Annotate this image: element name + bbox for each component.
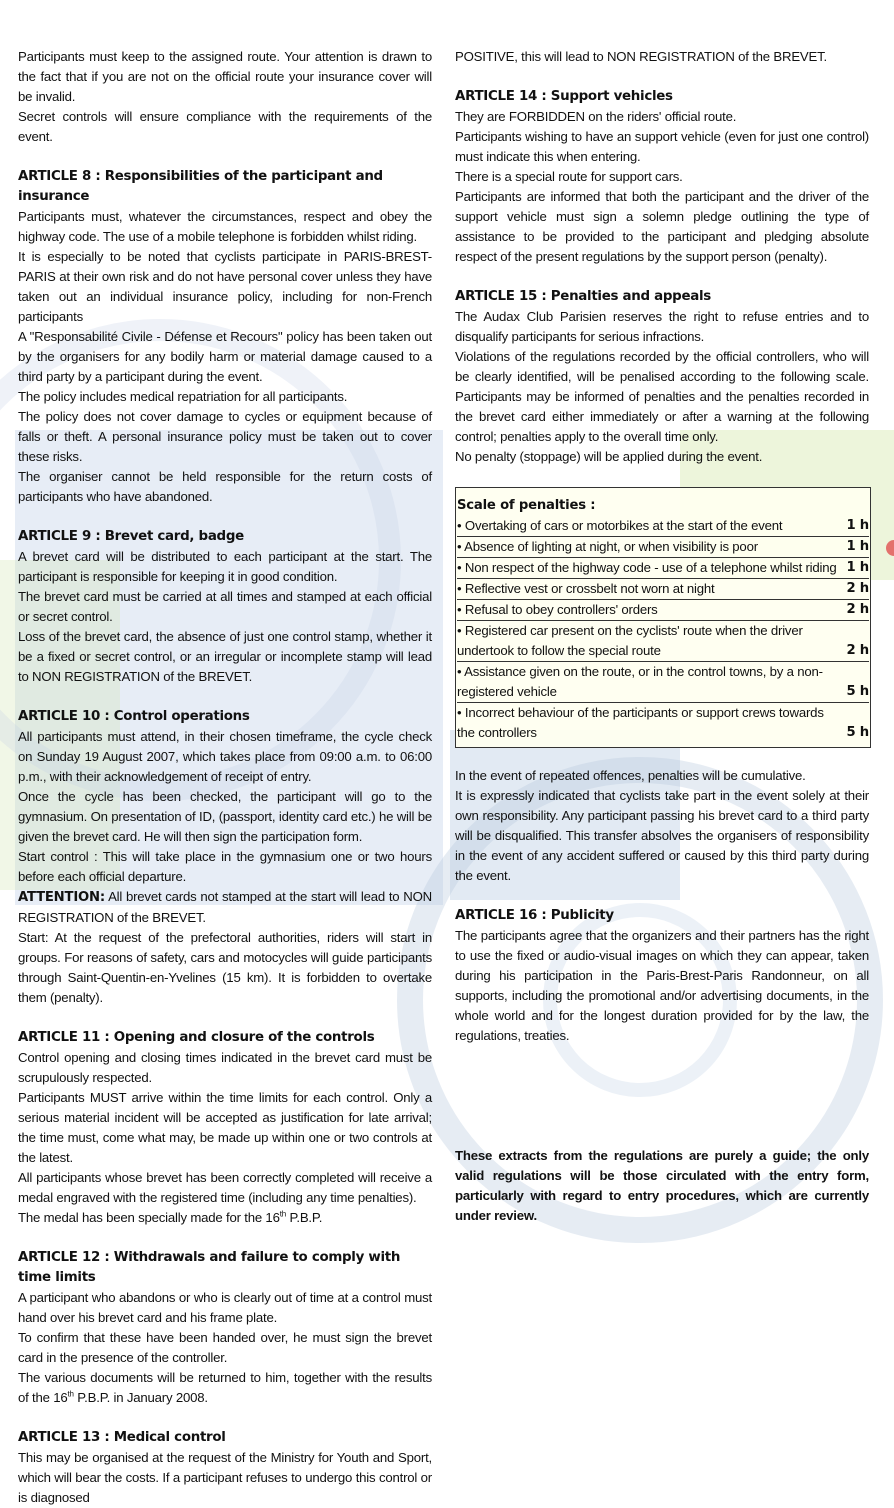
paragraph: The medal has been specially made for the 16th P.B.P. — [18, 1209, 323, 1225]
paragraph: A brevet card will be distributed to each participant at the start. The participant is responsible for keeping it in good condition. — [18, 549, 432, 584]
penalties-table — [455, 487, 871, 748]
paragraph: Participants MUST arrive within the time limits for each control. Only a serious material incident will be accepted as justification for late arrival; the time must, come what may, be made up within one or two controls at the latest. — [18, 1090, 432, 1165]
penalty-offence: • Incorrect behaviour of the participants or support crews towards the controllers — [457, 705, 824, 740]
paragraph: Secret controls will ensure compliance with the requirements of the event. — [18, 109, 432, 144]
paragraph: A "Responsabilité Civile - Défense et Recours" policy has been taken out by the organisers for any bodily harm or material damage caused to a third party by a participant during the event. — [18, 329, 432, 384]
paragraph: No penalty (stoppage) will be applied during the event. — [455, 449, 763, 464]
penalty-row — [457, 621, 869, 662]
paragraph: A participant who abandons or who is clearly out of time at a control must hand over his brevet card and his frame plate. — [18, 1290, 432, 1325]
paragraph: Participants must keep to the assigned route. Your attention is drawn to the fact that if you are not on the official route your insurance cover will be invalid. — [18, 49, 432, 104]
paragraph: The policy does not cover damage to cycles or equipment because of falls or theft. A personal insurance policy must be taken out to cover these risks. — [18, 409, 432, 464]
article-heading: ARTICLE 10 : Control operations — [18, 709, 250, 724]
penalties-rows — [457, 516, 869, 743]
article-heading: ARTICLE 13 : Medical control — [18, 1430, 226, 1445]
article-heading: ARTICLE 8 : Responsibilities of the participant and insurance — [18, 169, 383, 204]
article-heading: ARTICLE 15 : Penalties and appeals — [455, 289, 711, 304]
penalty-row — [457, 662, 869, 703]
paragraph: The brevet card must be carried at all times and stamped at each official or secret control. — [18, 589, 432, 624]
penalty-row — [457, 600, 869, 621]
right-column — [455, 47, 869, 1226]
penalty-row — [457, 537, 869, 558]
paragraph: Start: At the request of the prefectoral authorities, riders will start in groups. For reasons of safety, cars and motocycles will guide participants through Saint-Quentin-en-Yvelines (15 km). It is forbidden to overtake them (penalty). — [18, 930, 432, 1005]
article-heading: ARTICLE 9 : Brevet card, badge — [18, 529, 244, 544]
paragraph: The participants agree that the organizers and their partners has the right to use the fixed or audio-visual images on which they can appear, taken during his participation in the Paris-Brest-Paris Randonneur, on all supports, including the promotional and/or advertising documents, in the whole world and for the longest duration provided for by the law, the regulations, treaties. — [455, 928, 869, 1043]
penalty-row — [457, 558, 869, 579]
paragraph: Violations of the regulations recorded by the official controllers, who will be clearly identified, will be penalised according to the following scale. Participants may be informed of penalties and the penalties recorded in the brevet card either immediately or after a warning at the following control; penalties apply to the overall time only. — [455, 349, 869, 444]
paragraph: Participants wishing to have an support vehicle (even for just one control) must indicate this when entering. — [455, 129, 869, 164]
penalty-offence: • Reflective vest or crossbelt not worn at night — [457, 581, 715, 596]
penalty-row — [457, 703, 869, 743]
penalty-offence: • Refusal to obey controllers' orders — [457, 602, 658, 617]
penalty-row — [457, 516, 869, 537]
penalty-value: 1 h — [846, 518, 869, 533]
paragraph: There is a special route for support cars. — [455, 169, 683, 184]
paragraph: Control opening and closing times indicated in the brevet card must be scrupulously respected. — [18, 1050, 432, 1085]
paragraph: In the event of repeated offences, penalties will be cumulative. — [455, 768, 806, 783]
penalty-offence: • Overtaking of cars or motorbikes at the start of the event — [457, 518, 783, 533]
article-heading: ARTICLE 16 : Publicity — [455, 908, 614, 923]
article-heading: ARTICLE 14 : Support vehicles — [455, 89, 673, 104]
penalty-offence: • Non respect of the highway code - use of a telephone whilst riding — [457, 560, 837, 575]
paragraph: Loss of the brevet card, the absence of just one control stamp, whether it be a fixed or secret control, or an irregular or incomplete stamp will lead to NON REGISTRATION of the BREVET. — [18, 629, 432, 684]
paragraph: All participants whose brevet has been correctly completed will receive a medal engraved with the registered time (including any time penalties). — [18, 1170, 432, 1205]
article-heading: ARTICLE 12 : Withdrawals and failure to comply with time limits — [18, 1250, 401, 1285]
penalty-value: 1 h — [846, 560, 869, 575]
paragraph: This may be organised at the request of the Ministry for Youth and Sport, which will bear the costs. If a participant refuses to undergo this control or is diagnosed — [18, 1450, 432, 1505]
paragraph: Participants must, whatever the circumstances, respect and obey the highway code. The use of a mobile telephone is forbidden whilst riding. — [18, 209, 432, 244]
paragraph: They are FORBIDDEN on the riders' official route. — [455, 109, 737, 124]
disclaimer: These extracts from the regulations are purely a guide; the only valid regulations will be those circulated with the entry form, particularly with regard to entry procedures, which are currently under review. — [455, 1148, 869, 1223]
paragraph: All participants must attend, in their chosen timeframe, the cycle check on Sunday 19 August 2007, which takes place from 09:00 a.m. to 06:00 p.m., with their acknowledgement of receipt of entry. — [18, 729, 432, 784]
penalty-value: 1 h — [846, 539, 869, 554]
penalty-value: 2 h — [846, 643, 869, 658]
penalty-value: 2 h — [846, 581, 869, 596]
penalty-offence: • Assistance given on the route, or in the control towns, by a non-registered vehicle — [457, 664, 823, 699]
attention-label: ATTENTION: — [18, 890, 105, 905]
paragraph: To confirm that these have been handed over, he must sign the brevet card in the presence of the controller. — [18, 1330, 432, 1365]
left-column — [18, 47, 432, 1508]
article-heading: ARTICLE 11 : Opening and closure of the controls — [18, 1030, 375, 1045]
paragraph: POSITIVE, this will lead to NON REGISTRATION of the BREVET. — [455, 49, 827, 64]
paragraph: It is expressly indicated that cyclists take part in the event solely at their own responsibility. Any participant passing his brevet card to a third party will be disqualified. This transfer absolves the organisers of responsibility in the event of any accident suffered or caused by this third party during the event. — [455, 788, 869, 883]
right-top-section — [455, 47, 869, 467]
paragraph: The Audax Club Parisien reserves the right to refuse entries and to disqualify participants for serious infractions. — [455, 309, 869, 344]
paragraph: The organiser cannot be held responsible for the return costs of participants who have abandoned. — [18, 469, 432, 504]
penalty-value: 2 h — [846, 602, 869, 617]
paragraph: Once the cycle has been checked, the participant will go to the gymnasium. On presentation of ID, (passport, identity card etc.) he will be given the brevet card. He will then sign the participation form. — [18, 789, 432, 844]
penalty-offence: • Registered car present on the cyclists' route when the driver undertook to follow the special route — [457, 623, 803, 658]
paragraph: The policy includes medical repatriation for all participants. — [18, 389, 348, 404]
paragraph: It is especially to be noted that cyclists participate in PARIS-BREST-PARIS at their own risk and do not have personal cover unless they have taken out an individual insurance policy, including for non-French participants — [18, 249, 432, 324]
paragraph: Participants are informed that both the participant and the driver of the support vehicle must sign a solemn pledge outlining the type of assistance to be provided to the participant and pledging absolute respect of the present regulations by the support person (penalty). — [455, 189, 869, 264]
paragraph: ATTENTION: All brevet cards not stamped at the start will lead to NON REGISTRATION of the BREVET. — [18, 889, 432, 925]
paragraph: Start control : This will take place in the gymnasium one or two hours before each official departure. — [18, 849, 432, 884]
penalty-offence: • Absence of lighting at night, or when visibility is poor — [457, 539, 758, 554]
paragraph: The various documents will be returned to him, together with the results of the 16th P.B.P. in January 2008. — [18, 1370, 432, 1405]
penalty-row — [457, 579, 869, 600]
right-bottom-section — [455, 766, 869, 1046]
penalty-value: 5 h — [846, 725, 869, 740]
penalties-title: Scale of penalties : — [457, 498, 596, 513]
penalty-value: 5 h — [846, 684, 869, 699]
